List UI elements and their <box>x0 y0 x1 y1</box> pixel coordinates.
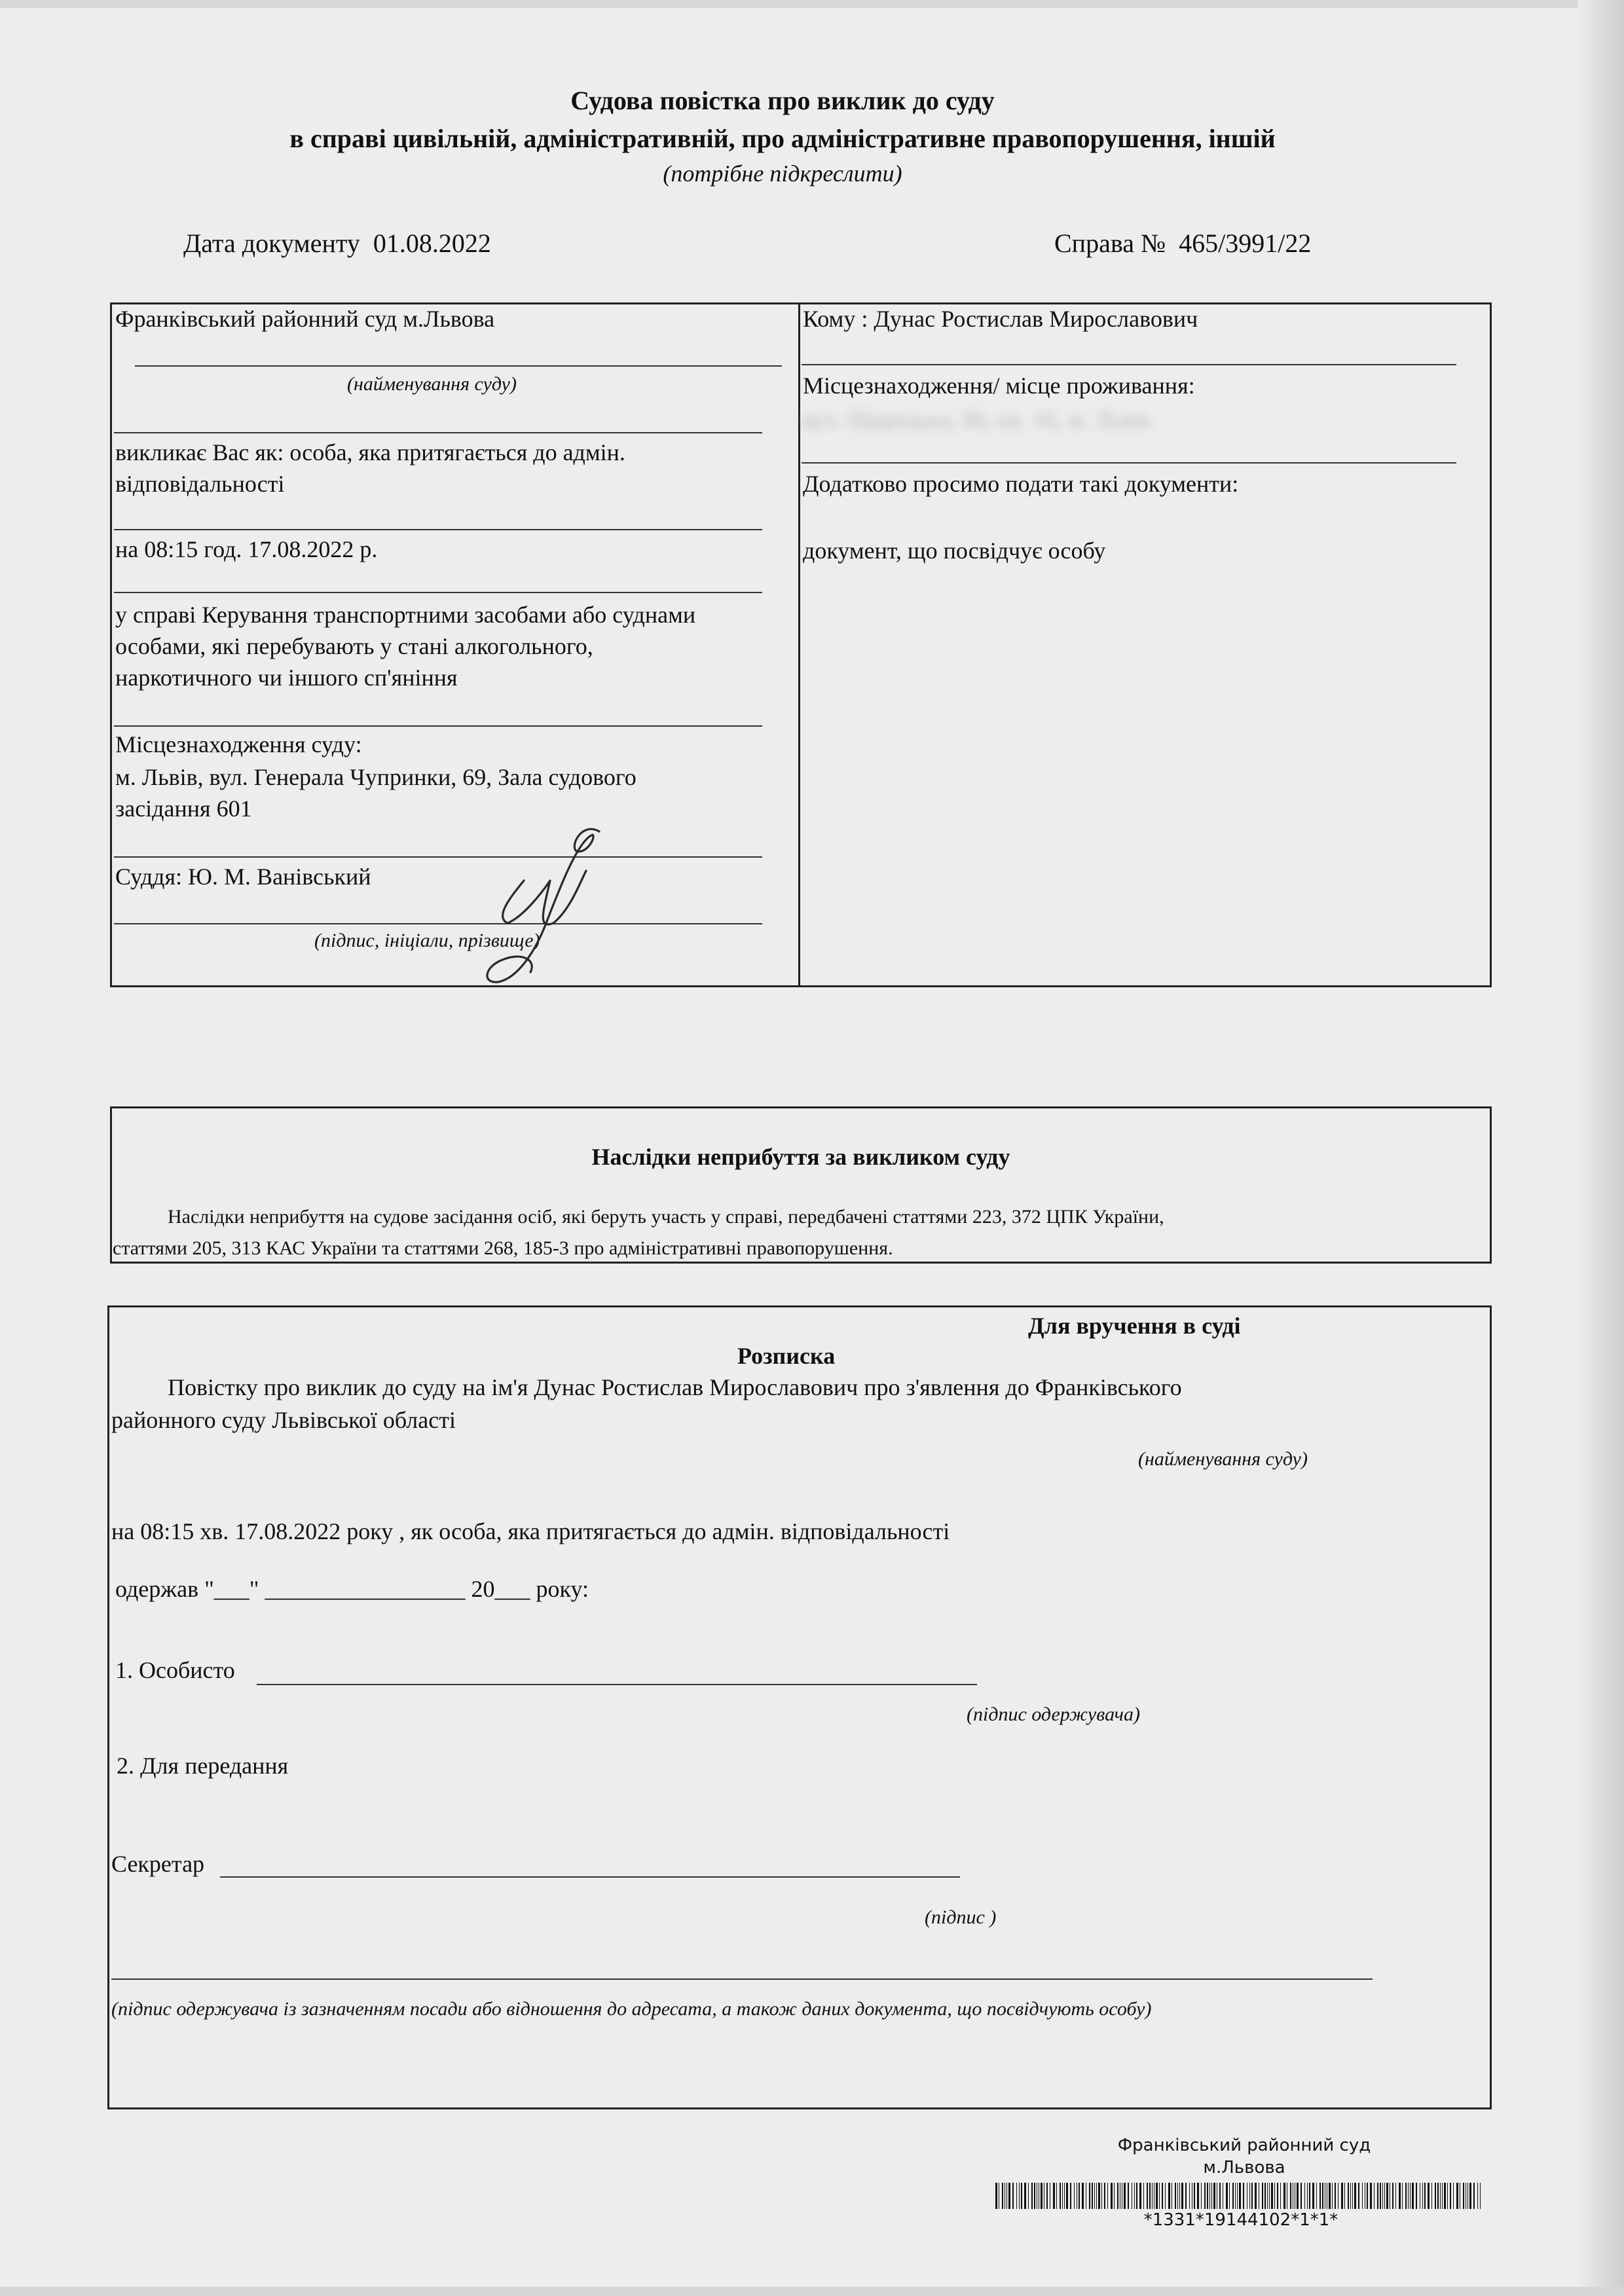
recipient-details-line <box>111 1978 1373 1980</box>
divider-6 <box>114 923 762 924</box>
divider-4 <box>114 725 762 727</box>
recipient-details-caption: (підпис одержувача із зазначенням посади або відношення до адресата, а також даних документа, що посвідчують особу) <box>111 1998 1152 2020</box>
barcode <box>994 2183 1485 2212</box>
court-location-label: Місцезнаходження суду: <box>115 731 362 757</box>
document-date-label: Дата документу <box>183 228 360 258</box>
recipient-underline <box>802 364 1456 365</box>
documents-label: Додатково просимо подати такі документи: <box>803 471 1239 497</box>
residence-underline <box>802 462 1456 464</box>
secretary-caption: (підпис ) <box>925 1906 997 1928</box>
case-subject-line1: у справі Керування транспортними засобами або суднами <box>115 602 696 628</box>
receipt-line1: Повістку про виклик до суду на ім'я Дунас Ростислав Мирославович про з'явлення до Франківського <box>168 1374 1182 1400</box>
residence-value-redacted: вул. Щирецька, 86, кв. 16, м. Львів <box>803 407 1151 433</box>
scan-edge-right <box>1578 0 1624 2296</box>
case-number-label: Справа № <box>1054 228 1166 258</box>
document-title-line1: Судова повістка про виклик до суду <box>570 86 995 115</box>
summons-column-divider <box>798 302 800 987</box>
consequences-text-line1: Наслідки неприбуття на судове засідання осіб, які беруть участь у справі, передбачені статтями 223, 372 ЦПК України, <box>168 1206 1164 1228</box>
personally-signature-line <box>257 1684 977 1685</box>
signature-caption: (підпис, ініціали, прізвище) <box>314 930 540 951</box>
consequences-text-line2: статтями 205, 313 КАС України та статтями 268, 185-3 про адміністративні правопорушення. <box>113 1237 893 1259</box>
transfer-label: 2. Для передання <box>117 1753 289 1779</box>
footer-court-line1: Франківський районний суд <box>1117 2136 1371 2155</box>
hearing-time: на 08:15 год. 17.08.2022 р. <box>115 536 378 562</box>
case-number-value: 465/3991/22 <box>1179 228 1312 258</box>
judge-signature <box>445 818 616 989</box>
recipient: Кому : Дунас Ростислав Мирославович <box>803 306 1198 332</box>
judge-name: Суддя: Ю. М. Ванівський <box>115 864 371 890</box>
received-date-line: одержав "___" _________________ 20___ року: <box>115 1576 589 1602</box>
consequences-title: Наслідки неприбуття за викликом суду <box>591 1144 1010 1170</box>
court-name-underline <box>135 365 782 367</box>
document-title-line2: в справі цивільній, адміністративній, про адміністративне правопорушення, іншій <box>289 124 1276 153</box>
receipt-time-line: на 08:15 хв. 17.08.2022 року , як особа, яка притягається до адмін. відповідальності <box>111 1518 950 1544</box>
secretary-signature-line <box>220 1876 960 1878</box>
personally-label: 1. Особисто <box>115 1657 235 1683</box>
case-subject-line3: наркотичного чи іншого сп'яніння <box>115 665 458 691</box>
receipt-court-caption: (найменування суду) <box>1138 1448 1308 1470</box>
document-date-value: 01.08.2022 <box>373 228 491 258</box>
court-name-caption: (найменування суду) <box>347 373 517 395</box>
divider-1 <box>114 432 762 433</box>
case-subject-line2: особами, які перебувають у стані алкогольного, <box>115 633 593 659</box>
title-note: (потрібне підкреслити) <box>663 160 902 187</box>
personally-caption: (підпис одержувача) <box>967 1704 1140 1725</box>
case-number <box>1054 228 1311 259</box>
document-date <box>183 228 491 259</box>
divider-2 <box>114 529 762 530</box>
residence-label: Місцезнаходження/ місце проживання: <box>803 373 1195 399</box>
barcode-text: *1331*19144102*1*1* <box>1143 2210 1338 2230</box>
receipt-title: Розписка <box>737 1343 836 1369</box>
summons-role-line1: викликає Вас як: особа, яка притягається до адмін. <box>115 439 625 465</box>
delivery-note: Для вручення в суді <box>1028 1313 1241 1339</box>
scan-edge-top <box>0 0 1624 8</box>
scan-edge-bottom <box>0 2287 1624 2296</box>
court-name: Франківський районний суд м.Львова <box>115 306 495 332</box>
secretary-label: Секретар <box>111 1851 205 1877</box>
summons-role-line2: відповідальності <box>115 471 285 497</box>
court-location-line1: м. Львів, вул. Генерала Чупринки, 69, Зала судового <box>115 764 637 790</box>
divider-3 <box>114 592 762 593</box>
receipt-line2: районного суду Львівської області <box>111 1407 456 1433</box>
documents-value: документ, що посвідчує особу <box>803 538 1106 564</box>
court-location-line2: засідання 601 <box>115 795 252 822</box>
footer-court-line2: м.Львова <box>1203 2158 1285 2178</box>
divider-5 <box>114 856 762 858</box>
